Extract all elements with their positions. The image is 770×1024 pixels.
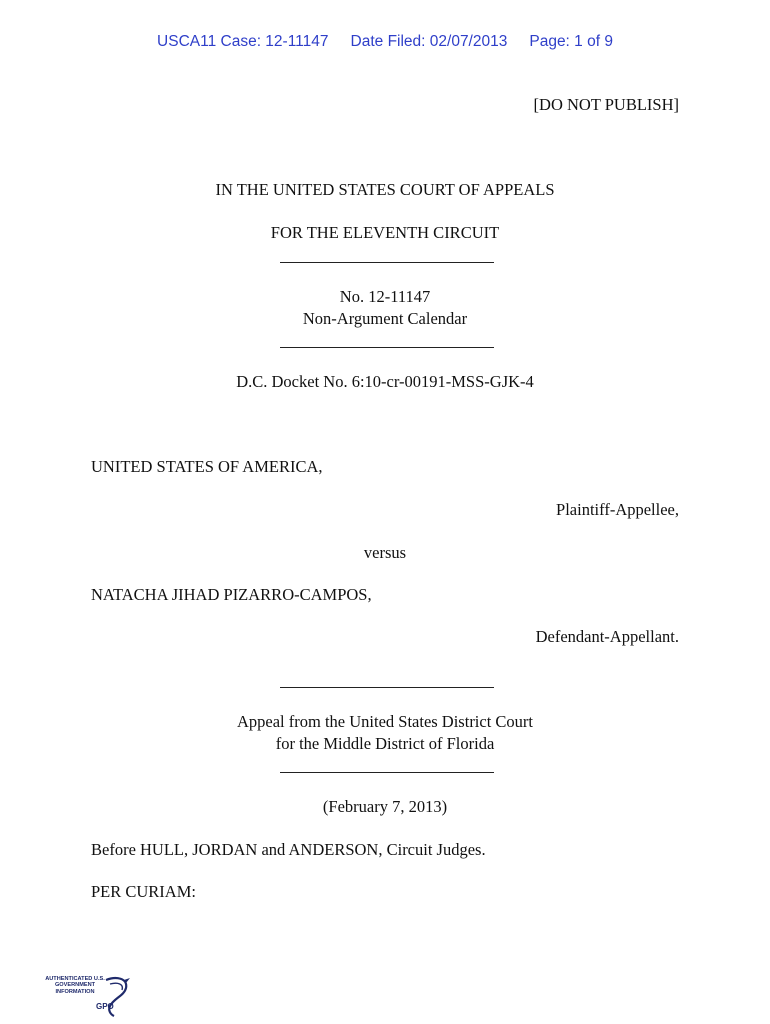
separator-rule [280,262,494,263]
filing-stamp [0,33,770,51]
appeal-origin: Appeal from the United States District Court [236,712,534,731]
case-number: No. 12-11147 [339,287,431,306]
defendant-name: NATACHA JIHAD PIZARRO-CAMPOS, [91,585,372,604]
calendar-type: Non-Argument Calendar [302,309,468,328]
page-count-stamp: Page: 1 of 9 [529,33,613,50]
gpo-mark: GPO [96,1002,114,1011]
case-number-stamp: USCA11 Case: 12-11147 [157,33,329,50]
decision-date: (February 7, 2013) [322,797,448,816]
date-filed-stamp: Date Filed: 02/07/2013 [350,33,508,50]
court-name: IN THE UNITED STATES COURT OF APPEALS [215,180,555,199]
publish-notice: [DO NOT PUBLISH] [533,95,679,114]
eagle-icon [44,974,134,1018]
separator-rule [280,772,494,773]
separator-rule [280,687,494,688]
appeal-district: for the Middle District of Florida [275,734,495,753]
per-curiam-heading: PER CURIAM: [91,882,196,901]
gpo-authentication-logo [44,974,134,1018]
docket-number: D.C. Docket No. 6:10-cr-00191-MSS-GJK-4 [236,372,534,391]
plaintiff-name: UNITED STATES OF AMERICA, [91,457,323,476]
gpo-authentication-text: AUTHENTICATED U.S. GOVERNMENT INFORMATION [45,976,105,995]
separator-rule [280,347,494,348]
plaintiff-role: Plaintiff-Appellee, [556,500,679,519]
panel-judges: Before HULL, JORDAN and ANDERSON, Circuit Judges. [91,840,486,859]
versus-label: versus [363,543,407,562]
circuit-name: FOR THE ELEVENTH CIRCUIT [270,223,500,242]
defendant-role: Defendant-Appellant. [535,627,679,646]
